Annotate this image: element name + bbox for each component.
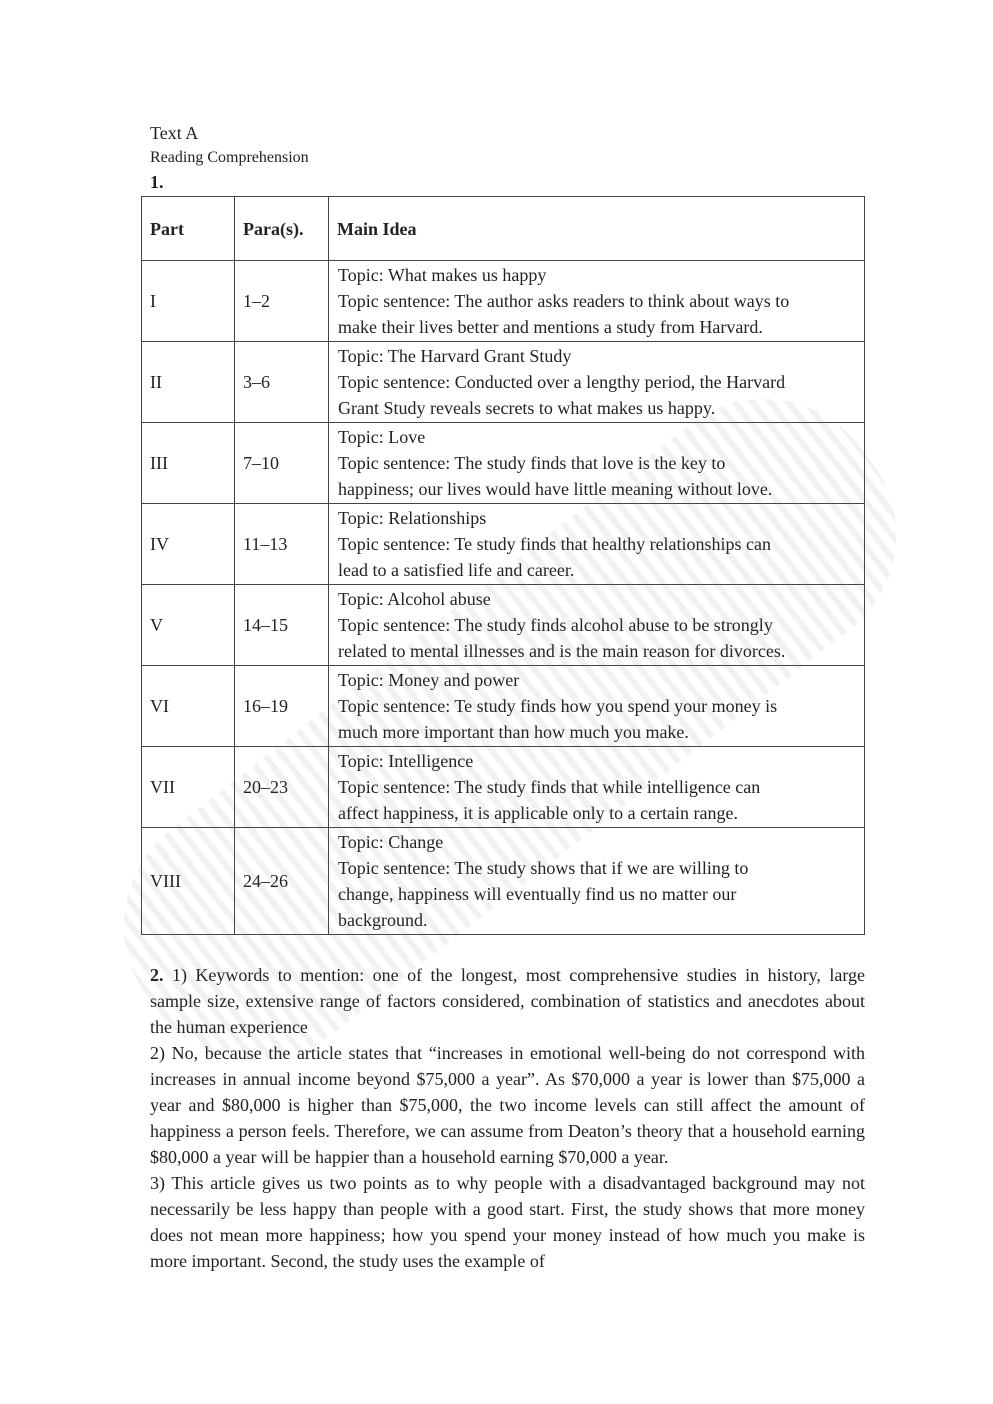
main-idea-line: Topic: Alcohol abuse — [338, 589, 491, 609]
cell-main-idea — [329, 585, 865, 666]
cell-main-idea — [329, 747, 865, 828]
main-idea-line: Topic: The Harvard Grant Study — [338, 346, 572, 366]
main-idea-line: happiness; our lives would have little meaning without love. — [338, 479, 773, 499]
main-idea-line: Topic sentence: Te study finds that healthy relationships can — [338, 534, 772, 554]
cell-part: II — [142, 342, 235, 423]
main-idea-line: Topic: Change — [338, 832, 444, 852]
answer-1-text: 1) Keywords to mention: one of the longest, most comprehensive studies in history, large sample size, extensive range of factors considered, combination of statistics and anecdotes about the human experience — [150, 965, 865, 1037]
table-row — [142, 342, 865, 423]
answer-1 — [150, 962, 865, 1040]
header-main-idea: Main Idea — [329, 197, 865, 261]
answer-3: 3) This article gives us two points as to why people with a disadvantaged background may not necessarily be less happy than people with a good start. First, the study shows that more money does not mean more happiness; how you spend your money instead of how much you make is more important. Second, the study uses the example of — [150, 1173, 865, 1271]
main-idea-line: Topic sentence: The study finds that love is the key to — [338, 453, 726, 473]
question-1-number: 1. — [150, 172, 164, 192]
main-idea-line: Topic: What makes us happy — [338, 265, 547, 285]
table-row — [142, 585, 865, 666]
main-idea-line: Topic sentence: The study shows that if we are willing to — [338, 858, 749, 878]
main-idea-line: change, happiness will eventually find us no matter our — [338, 884, 737, 904]
table-header-row — [142, 197, 865, 261]
main-idea-line: Topic sentence: The author asks readers to think about ways to — [338, 291, 790, 311]
main-idea-line: Topic sentence: The study finds alcohol abuse to be strongly — [338, 615, 773, 635]
cell-part: V — [142, 585, 235, 666]
cell-main-idea — [329, 342, 865, 423]
main-idea-line: background. — [338, 910, 428, 930]
table-row — [142, 261, 865, 342]
table-row — [142, 828, 865, 935]
main-idea-line: make their lives better and mentions a study from Harvard. — [338, 317, 763, 337]
cell-part: III — [142, 423, 235, 504]
table-row — [142, 666, 865, 747]
main-idea-line: Topic sentence: The study finds that while intelligence can — [338, 777, 761, 797]
main-idea-line: Topic sentence: Te study finds how you spend your money is — [338, 696, 778, 716]
main-idea-line: affect happiness, it is applicable only to a certain range. — [338, 803, 739, 823]
document-page — [150, 120, 865, 1274]
cell-part: VI — [142, 666, 235, 747]
cell-paras: 3–6 — [235, 342, 329, 423]
table-row — [142, 423, 865, 504]
text-title: Text A — [150, 123, 199, 143]
cell-main-idea — [329, 504, 865, 585]
header-paras: Para(s). — [235, 197, 329, 261]
main-idea-line: Topic: Money and power — [338, 670, 520, 690]
question-2-answers — [150, 962, 865, 1274]
answer-2: 2) No, because the article states that “increases in emotional well-being do not correspond with increases in annual income beyond $75,000 a year”. As $70,000 a year is lower than $75,000 a year and $80,000 is higher than $75,000, the two income levels can still affect the amount of happiness a person feels. Therefore, we can assume from Deaton’s theory that a household earning $80,000 a year will be happier than a household earning $70,000 a year. — [150, 1043, 865, 1167]
cell-part: IV — [142, 504, 235, 585]
cell-main-idea — [329, 423, 865, 504]
cell-paras: 1–2 — [235, 261, 329, 342]
question-2-number: 2. — [150, 965, 164, 985]
section-heading: Reading Comprehension — [150, 149, 309, 166]
main-idea-table — [141, 196, 865, 935]
main-idea-line: related to mental illnesses and is the main reason for divorces. — [338, 641, 786, 661]
cell-paras: 7–10 — [235, 423, 329, 504]
cell-main-idea — [329, 261, 865, 342]
cell-main-idea — [329, 828, 865, 935]
cell-paras: 24–26 — [235, 828, 329, 935]
main-idea-line: much more important than how much you make. — [338, 722, 689, 742]
cell-paras: 20–23 — [235, 747, 329, 828]
cell-main-idea — [329, 666, 865, 747]
cell-part: VII — [142, 747, 235, 828]
table-row — [142, 504, 865, 585]
cell-paras: 11–13 — [235, 504, 329, 585]
main-idea-line: lead to a satisfied life and career. — [338, 560, 575, 580]
header-part: Part — [142, 197, 235, 261]
cell-part: VIII — [142, 828, 235, 935]
cell-paras: 16–19 — [235, 666, 329, 747]
main-idea-line: Topic: Relationships — [338, 508, 487, 528]
cell-part: I — [142, 261, 235, 342]
main-idea-line: Grant Study reveals secrets to what makes us happy. — [338, 398, 716, 418]
main-idea-line: Topic sentence: Conducted over a lengthy period, the Harvard — [338, 372, 786, 392]
table-row — [142, 747, 865, 828]
cell-paras: 14–15 — [235, 585, 329, 666]
main-idea-line: Topic: Love — [338, 427, 426, 447]
main-idea-line: Topic: Intelligence — [338, 751, 474, 771]
